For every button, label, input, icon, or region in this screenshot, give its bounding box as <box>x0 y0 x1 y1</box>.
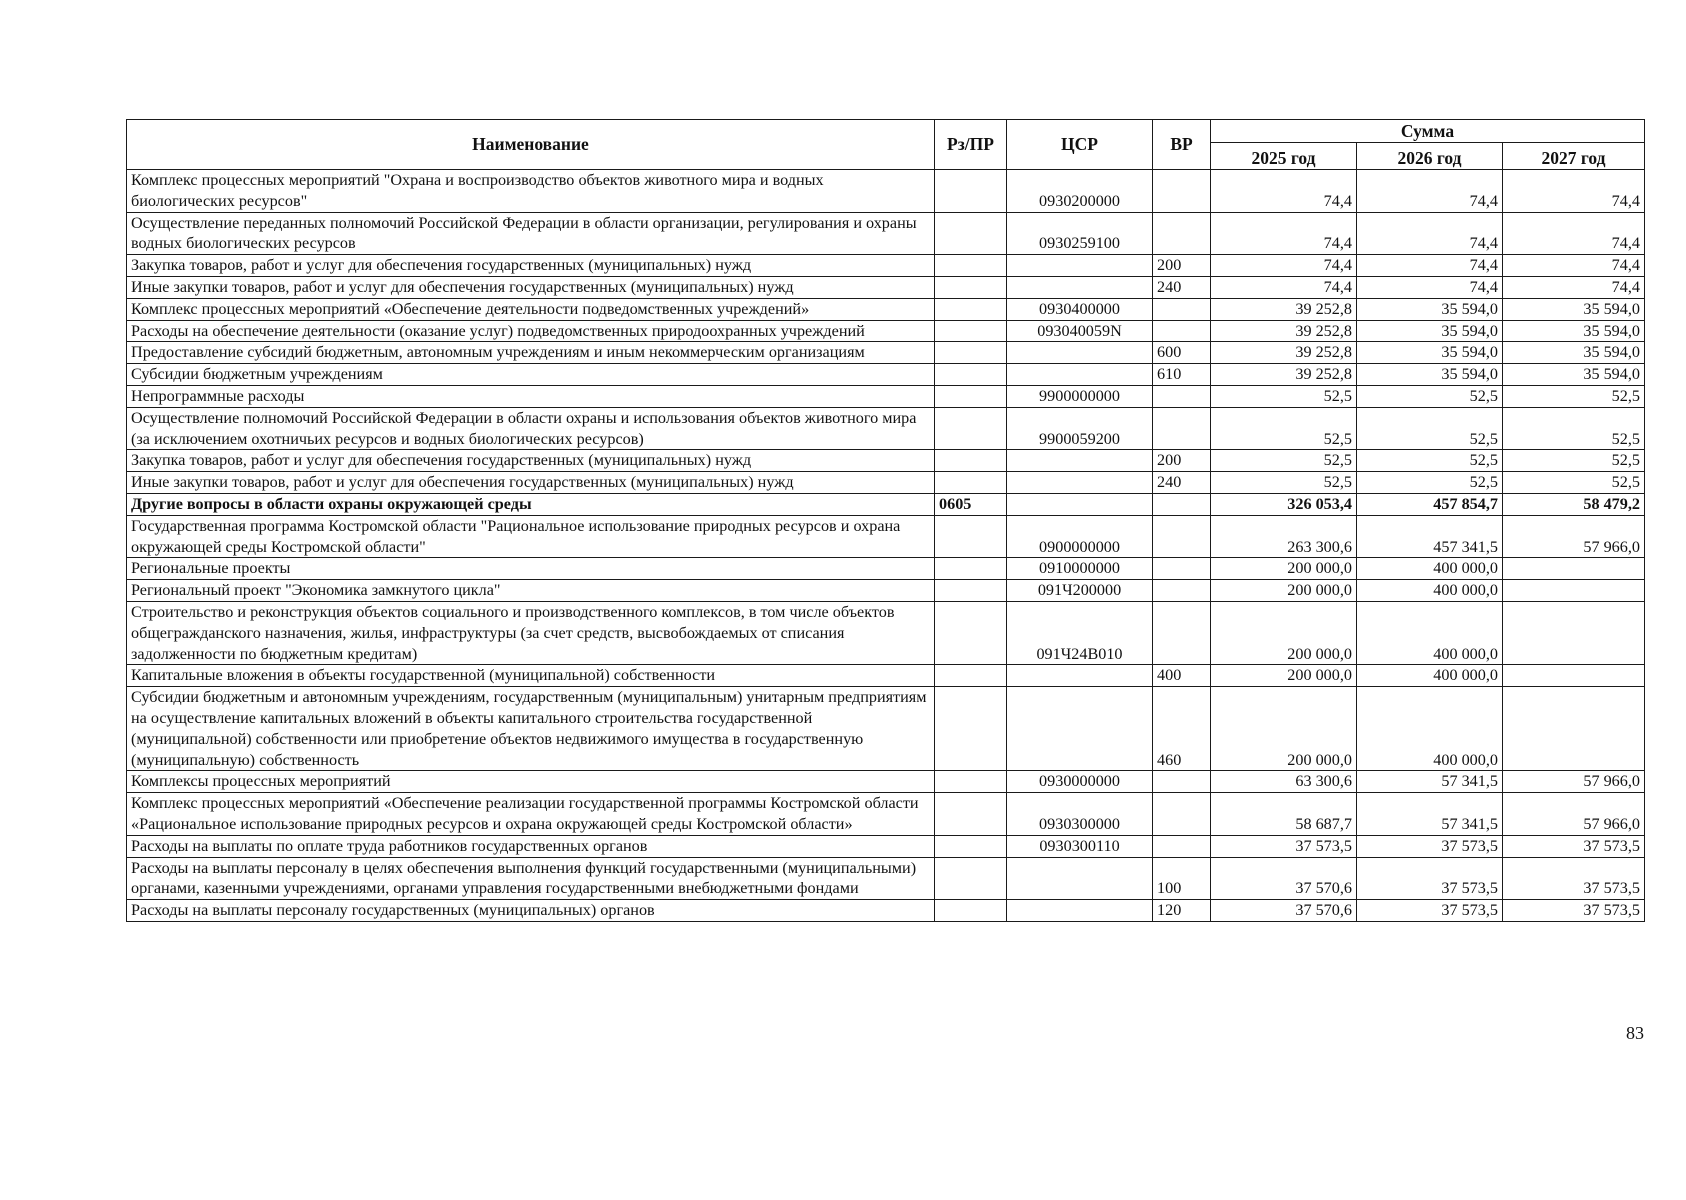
header-name: Наименование <box>127 120 935 170</box>
cell-sum-2026: 74,4 <box>1357 170 1503 213</box>
table-row <box>127 364 1645 386</box>
cell-csr: 0930300110 <box>1007 835 1153 857</box>
cell-sum-2026: 74,4 <box>1357 212 1503 255</box>
cell-vr: 200 <box>1153 450 1211 472</box>
cell-sum-2025: 39 252,8 <box>1211 342 1357 364</box>
table-row <box>127 472 1645 494</box>
cell-rz-pr <box>935 320 1007 342</box>
cell-sum-2025: 37 573,5 <box>1211 835 1357 857</box>
cell-sum-2025: 52,5 <box>1211 385 1357 407</box>
cell-csr <box>1007 342 1153 364</box>
table-row <box>127 407 1645 450</box>
cell-csr <box>1007 276 1153 298</box>
cell-sum-2026: 52,5 <box>1357 472 1503 494</box>
cell-rz-pr <box>935 342 1007 364</box>
table-row <box>127 320 1645 342</box>
cell-rz-pr <box>935 580 1007 602</box>
cell-sum-2025: 63 300,6 <box>1211 771 1357 793</box>
cell-sum-2027: 52,5 <box>1503 450 1645 472</box>
cell-sum-2025: 200 000,0 <box>1211 558 1357 580</box>
table-row <box>127 342 1645 364</box>
table-row <box>127 601 1645 664</box>
cell-name: Строительство и реконструкция объектов социального и производственного комплексов, в том числе объектов общегражданского назначения, жилья, инфраструктуры (за счет средств, высвобождаемых от списания задолженности по бюджетным кредитам) <box>127 601 935 664</box>
cell-csr <box>1007 687 1153 771</box>
cell-rz-pr <box>935 687 1007 771</box>
cell-sum-2027: 57 966,0 <box>1503 515 1645 558</box>
cell-rz-pr <box>935 385 1007 407</box>
cell-rz-pr <box>935 601 1007 664</box>
cell-sum-2025: 74,4 <box>1211 276 1357 298</box>
cell-vr <box>1153 515 1211 558</box>
table-row <box>127 385 1645 407</box>
table-row <box>127 276 1645 298</box>
cell-rz-pr <box>935 364 1007 386</box>
cell-sum-2026: 74,4 <box>1357 255 1503 277</box>
cell-vr <box>1153 835 1211 857</box>
cell-sum-2027: 74,4 <box>1503 276 1645 298</box>
cell-sum-2026: 57 341,5 <box>1357 771 1503 793</box>
table-row <box>127 687 1645 771</box>
cell-csr <box>1007 255 1153 277</box>
cell-vr <box>1153 385 1211 407</box>
cell-name: Закупка товаров, работ и услуг для обеспечения государственных (муниципальных) нужд <box>127 450 935 472</box>
cell-rz-pr <box>935 472 1007 494</box>
cell-csr <box>1007 450 1153 472</box>
cell-name: Предоставление субсидий бюджетным, автономным учреждениям и иным некоммерческим организациям <box>127 342 935 364</box>
cell-vr <box>1153 601 1211 664</box>
cell-sum-2026: 457 854,7 <box>1357 493 1503 515</box>
cell-name: Осуществление переданных полномочий Российской Федерации в области организации, регулирования и охраны водных биологических ресурсов <box>127 212 935 255</box>
table-row <box>127 835 1645 857</box>
cell-sum-2027: 37 573,5 <box>1503 900 1645 922</box>
cell-sum-2027: 35 594,0 <box>1503 342 1645 364</box>
cell-sum-2026: 400 000,0 <box>1357 601 1503 664</box>
cell-sum-2025: 200 000,0 <box>1211 665 1357 687</box>
cell-vr <box>1153 298 1211 320</box>
table-row <box>127 793 1645 836</box>
cell-csr <box>1007 493 1153 515</box>
cell-rz-pr <box>935 900 1007 922</box>
cell-sum-2027 <box>1503 665 1645 687</box>
cell-name: Комплекс процессных мероприятий «Обеспечение деятельности подведомственных учреждений» <box>127 298 935 320</box>
cell-sum-2026: 400 000,0 <box>1357 665 1503 687</box>
cell-vr <box>1153 212 1211 255</box>
cell-vr: 100 <box>1153 857 1211 900</box>
cell-rz-pr <box>935 170 1007 213</box>
cell-sum-2026: 400 000,0 <box>1357 580 1503 602</box>
cell-csr: 091Ч200000 <box>1007 580 1153 602</box>
cell-vr: 200 <box>1153 255 1211 277</box>
cell-rz-pr <box>935 558 1007 580</box>
table-row <box>127 900 1645 922</box>
cell-sum-2025: 74,4 <box>1211 255 1357 277</box>
cell-sum-2027 <box>1503 687 1645 771</box>
cell-sum-2026: 52,5 <box>1357 450 1503 472</box>
cell-name: Расходы на обеспечение деятельности (оказание услуг) подведомственных природоохранных учреждений <box>127 320 935 342</box>
cell-sum-2025: 37 570,6 <box>1211 900 1357 922</box>
cell-rz-pr <box>935 276 1007 298</box>
cell-name: Расходы на выплаты по оплате труда работников государственных органов <box>127 835 935 857</box>
cell-csr: 093040059N <box>1007 320 1153 342</box>
cell-vr: 240 <box>1153 472 1211 494</box>
cell-rz-pr <box>935 665 1007 687</box>
cell-csr: 0930400000 <box>1007 298 1153 320</box>
table-row <box>127 665 1645 687</box>
cell-csr: 091Ч24В010 <box>1007 601 1153 664</box>
header-sum: Сумма <box>1211 120 1645 143</box>
cell-sum-2025: 74,4 <box>1211 212 1357 255</box>
cell-sum-2026: 400 000,0 <box>1357 687 1503 771</box>
header-vr: ВР <box>1153 120 1211 170</box>
cell-sum-2027: 52,5 <box>1503 385 1645 407</box>
cell-csr: 0930300000 <box>1007 793 1153 836</box>
cell-sum-2026: 400 000,0 <box>1357 558 1503 580</box>
cell-sum-2027: 37 573,5 <box>1503 835 1645 857</box>
cell-name: Комплекс процессных мероприятий "Охрана и воспроизводство объектов животного мира и водных биологических ресурсов" <box>127 170 935 213</box>
header-year-2026: 2026 год <box>1357 143 1503 170</box>
cell-sum-2025: 263 300,6 <box>1211 515 1357 558</box>
cell-rz-pr <box>935 793 1007 836</box>
cell-csr: 0930000000 <box>1007 771 1153 793</box>
cell-sum-2026: 37 573,5 <box>1357 857 1503 900</box>
cell-name: Субсидии бюджетным учреждениям <box>127 364 935 386</box>
cell-sum-2027: 52,5 <box>1503 472 1645 494</box>
cell-sum-2025: 52,5 <box>1211 407 1357 450</box>
cell-sum-2025: 52,5 <box>1211 450 1357 472</box>
cell-sum-2026: 35 594,0 <box>1357 364 1503 386</box>
cell-csr: 0910000000 <box>1007 558 1153 580</box>
cell-csr: 0900000000 <box>1007 515 1153 558</box>
cell-rz-pr <box>935 255 1007 277</box>
cell-sum-2025: 200 000,0 <box>1211 601 1357 664</box>
cell-sum-2026: 74,4 <box>1357 276 1503 298</box>
cell-sum-2026: 35 594,0 <box>1357 320 1503 342</box>
cell-sum-2027: 35 594,0 <box>1503 364 1645 386</box>
header-csr: ЦСР <box>1007 120 1153 170</box>
budget-table <box>126 119 1645 922</box>
cell-vr: 460 <box>1153 687 1211 771</box>
cell-sum-2026: 52,5 <box>1357 407 1503 450</box>
cell-sum-2025: 52,5 <box>1211 472 1357 494</box>
cell-sum-2027: 74,4 <box>1503 212 1645 255</box>
cell-csr <box>1007 665 1153 687</box>
cell-name: Расходы на выплаты персоналу государственных (муниципальных) органов <box>127 900 935 922</box>
cell-csr: 9900000000 <box>1007 385 1153 407</box>
table-row <box>127 558 1645 580</box>
cell-sum-2026: 35 594,0 <box>1357 342 1503 364</box>
cell-sum-2027: 57 966,0 <box>1503 771 1645 793</box>
cell-vr <box>1153 493 1211 515</box>
cell-vr <box>1153 771 1211 793</box>
cell-vr <box>1153 170 1211 213</box>
page-number: 83 <box>1626 1023 1644 1043</box>
cell-sum-2025: 58 687,7 <box>1211 793 1357 836</box>
cell-name: Осуществление полномочий Российской Федерации в области охраны и использования объектов животного мира (за исключением охотничьих ресурсов и водных биологических ресурсов) <box>127 407 935 450</box>
cell-csr <box>1007 472 1153 494</box>
cell-sum-2027 <box>1503 558 1645 580</box>
cell-vr <box>1153 407 1211 450</box>
cell-sum-2027 <box>1503 601 1645 664</box>
cell-csr <box>1007 857 1153 900</box>
cell-sum-2026: 52,5 <box>1357 385 1503 407</box>
cell-name: Государственная программа Костромской области "Рациональное использование природных ресурсов и охрана окружающей среды Костромской области" <box>127 515 935 558</box>
cell-csr: 0930200000 <box>1007 170 1153 213</box>
table-row <box>127 771 1645 793</box>
cell-sum-2025: 200 000,0 <box>1211 580 1357 602</box>
cell-name: Региональный проект "Экономика замкнутого цикла" <box>127 580 935 602</box>
table-header <box>127 120 1645 170</box>
cell-sum-2026: 457 341,5 <box>1357 515 1503 558</box>
table-row <box>127 857 1645 900</box>
header-rz-pr: Рз/ПР <box>935 120 1007 170</box>
cell-sum-2025: 39 252,8 <box>1211 298 1357 320</box>
cell-vr <box>1153 793 1211 836</box>
cell-sum-2025: 326 053,4 <box>1211 493 1357 515</box>
table-row <box>127 515 1645 558</box>
cell-name: Иные закупки товаров, работ и услуг для обеспечения государственных (муниципальных) нужд <box>127 276 935 298</box>
cell-csr: 0930259100 <box>1007 212 1153 255</box>
cell-sum-2025: 39 252,8 <box>1211 320 1357 342</box>
cell-sum-2025: 200 000,0 <box>1211 687 1357 771</box>
header-year-2025: 2025 год <box>1211 143 1357 170</box>
cell-name: Региональные проекты <box>127 558 935 580</box>
cell-vr: 240 <box>1153 276 1211 298</box>
cell-name: Другие вопросы в области охраны окружающей среды <box>127 493 935 515</box>
table-row <box>127 212 1645 255</box>
cell-name: Непрограммные расходы <box>127 385 935 407</box>
cell-sum-2026: 35 594,0 <box>1357 298 1503 320</box>
cell-rz-pr <box>935 857 1007 900</box>
cell-sum-2027: 57 966,0 <box>1503 793 1645 836</box>
table-row <box>127 255 1645 277</box>
cell-vr: 120 <box>1153 900 1211 922</box>
cell-sum-2027: 35 594,0 <box>1503 298 1645 320</box>
cell-sum-2027: 37 573,5 <box>1503 857 1645 900</box>
table-row <box>127 298 1645 320</box>
cell-rz-pr <box>935 298 1007 320</box>
cell-vr <box>1153 320 1211 342</box>
cell-sum-2027 <box>1503 580 1645 602</box>
cell-vr: 600 <box>1153 342 1211 364</box>
cell-rz-pr <box>935 212 1007 255</box>
cell-sum-2026: 37 573,5 <box>1357 835 1503 857</box>
cell-sum-2025: 74,4 <box>1211 170 1357 213</box>
cell-name: Расходы на выплаты персоналу в целях обеспечения выполнения функций государственными (муниципальными) органами, казенными учреждениями, органами управления государственными внебюджетными фондами <box>127 857 935 900</box>
cell-name: Субсидии бюджетным и автономным учреждениям, государственным (муниципальным) унитарным предприятиям на осуществление капитальных вложений в объекты капитального строительства государственной (муниципальной) собственности или приобретение объектов недвижимого имущества в государственную (муниципальную) собственность <box>127 687 935 771</box>
cell-name: Закупка товаров, работ и услуг для обеспечения государственных (муниципальных) нужд <box>127 255 935 277</box>
cell-name: Комплекс процессных мероприятий «Обеспечение реализации государственной программы Костромской области «Рациональное использование природных ресурсов и охрана окружающей среды Костромской области» <box>127 793 935 836</box>
cell-vr: 400 <box>1153 665 1211 687</box>
table-row <box>127 493 1645 515</box>
cell-rz-pr: 0605 <box>935 493 1007 515</box>
table-body <box>127 170 1645 922</box>
cell-vr: 610 <box>1153 364 1211 386</box>
header-year-2027: 2027 год <box>1503 143 1645 170</box>
cell-vr <box>1153 580 1211 602</box>
table-row <box>127 170 1645 213</box>
cell-sum-2025: 39 252,8 <box>1211 364 1357 386</box>
cell-rz-pr <box>935 450 1007 472</box>
cell-rz-pr <box>935 515 1007 558</box>
cell-vr <box>1153 558 1211 580</box>
cell-sum-2027: 58 479,2 <box>1503 493 1645 515</box>
cell-sum-2025: 37 570,6 <box>1211 857 1357 900</box>
cell-name: Иные закупки товаров, работ и услуг для обеспечения государственных (муниципальных) нужд <box>127 472 935 494</box>
cell-csr <box>1007 900 1153 922</box>
cell-name: Комплексы процессных мероприятий <box>127 771 935 793</box>
table-row <box>127 450 1645 472</box>
cell-rz-pr <box>935 835 1007 857</box>
cell-sum-2027: 74,4 <box>1503 170 1645 213</box>
cell-sum-2026: 57 341,5 <box>1357 793 1503 836</box>
cell-sum-2027: 35 594,0 <box>1503 320 1645 342</box>
cell-name: Капитальные вложения в объекты государственной (муниципальной) собственности <box>127 665 935 687</box>
cell-csr: 9900059200 <box>1007 407 1153 450</box>
cell-sum-2027: 74,4 <box>1503 255 1645 277</box>
cell-rz-pr <box>935 407 1007 450</box>
cell-sum-2026: 37 573,5 <box>1357 900 1503 922</box>
cell-rz-pr <box>935 771 1007 793</box>
table-row <box>127 580 1645 602</box>
cell-csr <box>1007 364 1153 386</box>
cell-sum-2027: 52,5 <box>1503 407 1645 450</box>
